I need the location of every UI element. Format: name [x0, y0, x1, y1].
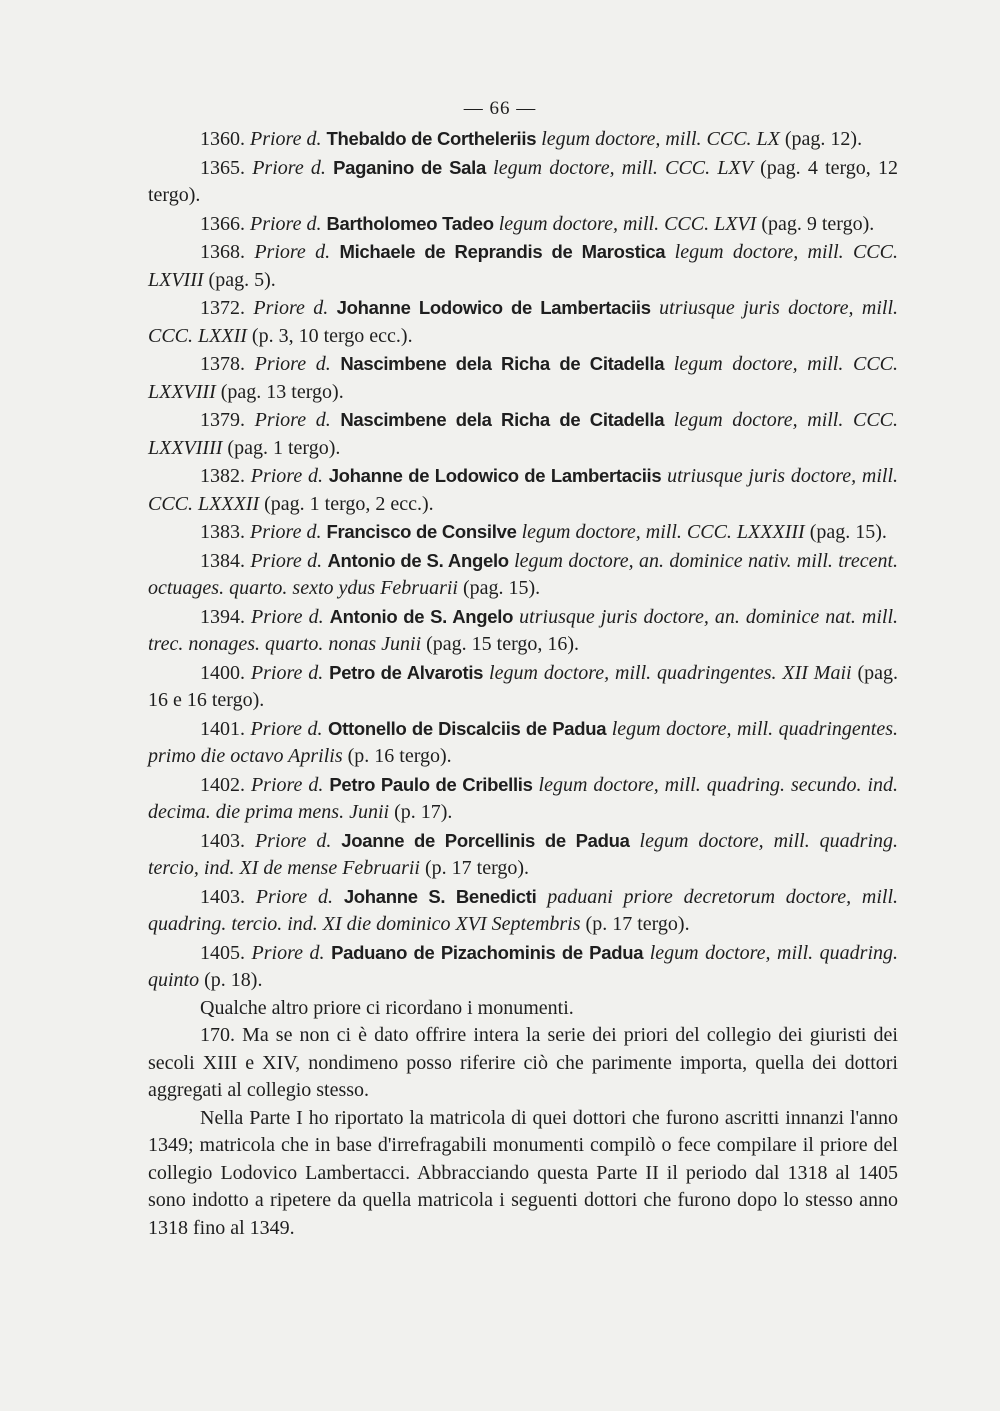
- page-number: — 66 —: [463, 98, 537, 119]
- entry-title: Priore d.: [254, 353, 331, 375]
- paragraph: 170. Ma se non ci è dato offrire intera la serie dei priori del collegio dei giuristi dei secoli XIII e XIV, nondimeno posso riferire ciò che parimente importa, quella dei dottori aggregati al collegio stesso.: [148, 1024, 898, 1101]
- entry-title: Priore d.: [250, 549, 323, 572]
- entry-year: 1382.: [200, 465, 245, 487]
- prior-entry: [148, 294, 898, 350]
- entry-text: legum doctore, mill. quadring. quinto: [148, 941, 898, 991]
- entry-name: Thebaldo de Cortheleriis: [326, 128, 537, 149]
- entry-ref: (pag. 5).: [203, 268, 276, 291]
- entry-text: legum doctore, mill. CCC. LXXVIIII: [148, 409, 898, 459]
- entry-text: utriusque juris doctore, an. dominice nat. mill. trec. nonages. quarto. nonas Junii: [148, 605, 899, 655]
- entry-title: Priore d.: [250, 128, 322, 150]
- entry-year: 1403.: [200, 829, 245, 852]
- entry-name: Johanne S. Benedicti: [343, 885, 537, 907]
- entry-text: utriusque juris doctore, mill. CCC. LXXII: [148, 297, 899, 347]
- entry-title: Priore d.: [251, 605, 324, 628]
- entry-name: Michaele de Reprandis de Marostica: [339, 241, 666, 262]
- entry-year: 1403.: [200, 885, 245, 908]
- entry-name: Johanne de Lodowico de Lambertaciis: [328, 465, 662, 486]
- entry-text: legum doctore, mill. quadringentes. primo die octavo Aprilis: [148, 717, 899, 767]
- entry-year: 1384.: [200, 549, 245, 572]
- entry-title: Priore d.: [254, 829, 332, 852]
- entry-year: 1368.: [200, 241, 245, 263]
- prior-entry: [148, 238, 898, 294]
- entry-year: 1402.: [200, 773, 245, 796]
- body-text: [148, 125, 898, 1242]
- entry-year: 1379.: [200, 409, 245, 431]
- entry-ref: (pag. 15 tergo, 16).: [421, 633, 580, 655]
- entry-title: Priore d.: [253, 297, 329, 319]
- prior-entry: [148, 125, 898, 154]
- entry-text: legum doctore, mill. quadring. secundo. ind. decima. die prima mens. Junii: [148, 773, 899, 823]
- entry-ref: (p. 3, 10 tergo ecc.).: [246, 324, 413, 347]
- entry-year: 1360.: [200, 128, 245, 150]
- prior-entry: [148, 827, 898, 883]
- prior-entry: [148, 715, 898, 771]
- entry-text: legum doctore, mill. CCC. LXV: [485, 156, 753, 179]
- entry-ref: (pag. 13 tergo).: [215, 380, 344, 403]
- entry-year: 1383.: [200, 521, 245, 543]
- entry-name: Joanne de Porcellinis de Padua: [341, 829, 630, 851]
- prior-entry: [148, 659, 898, 715]
- entry-ref: (p. 17 tergo).: [419, 857, 530, 879]
- prior-entry: [148, 154, 898, 210]
- entry-year: 1378.: [200, 353, 245, 375]
- entry-title: Priore d.: [250, 465, 323, 487]
- entry-title: Priore d.: [254, 241, 331, 263]
- priors-list: [148, 125, 898, 995]
- entry-ref: (pag. 1 tergo).: [222, 436, 341, 459]
- entry-name: Paduano de Pizachominis de Padua: [331, 941, 644, 963]
- entry-name: Nascimbene dela Richa de Citadella: [340, 353, 665, 374]
- prior-entry: [148, 350, 898, 406]
- entry-ref: (pag. 12).: [779, 128, 863, 150]
- prior-entry: [148, 518, 898, 547]
- entry-ref: (pag. 9 tergo).: [756, 212, 875, 235]
- entry-text: utriusque juris doctore, mill. CCC. LXXXII: [148, 465, 899, 515]
- entry-name: Francisco de Consilve: [326, 521, 517, 542]
- entry-ref: (pag. 15).: [457, 577, 541, 599]
- paragraph: Nella Parte I ho riportato la matricola di quei dottori che furono ascritti innanzi l'anno 1349; matricola che in base d'irrefragabili monumenti compilò o fece compilare il priore del collegio Lodovico Lambertacci. Abbracciando questa Parte II il periodo dal 1318 al 1405 sono indotto a ripetere da quella matricola i seguenti dottori che furono dopo lo stesso anno 1318 fino al 1349.: [148, 1106, 898, 1239]
- entry-year: 1394.: [200, 605, 245, 628]
- entry-title: Priore d.: [250, 521, 322, 543]
- entry-text: paduani priore decretorum doctore, mill. quadring. tercio. ind. XI die dominico XVI Septembris: [148, 885, 899, 935]
- entry-title: Priore d.: [252, 156, 326, 179]
- entry-text: legum doctore, mill. CCC. LXXXIII: [516, 521, 805, 543]
- entry-title: Priore d.: [254, 409, 331, 431]
- entry-name: Johanne Lodowico de Lambertaciis: [336, 297, 651, 318]
- paragraph: Qualche altro priore ci ricordano i monumenti.: [200, 996, 574, 1019]
- entry-year: 1405.: [200, 941, 245, 964]
- entry-year: 1401.: [200, 717, 245, 740]
- entry-ref: (pag. 16 e 16 tergo).: [148, 661, 899, 711]
- entry-text: legum doctore, an. dominice nativ. mill. trecent. octuages. quarto. sexto ydus Februarii: [148, 549, 899, 599]
- entry-name: Antonio de S. Angelo: [329, 605, 514, 627]
- entry-title: Priore d.: [250, 212, 322, 235]
- entry-title: Priore d.: [250, 661, 324, 684]
- prior-entry: [148, 547, 898, 603]
- entry-year: 1366.: [200, 212, 245, 235]
- entry-text: legum doctore, mill. CCC. LXXVIII: [148, 353, 898, 403]
- entry-ref: (pag. 4 tergo, 12 tergo).: [148, 156, 899, 206]
- prior-entry: [148, 210, 898, 239]
- entry-ref: (p. 18).: [199, 969, 263, 991]
- prior-entry: [148, 406, 898, 462]
- entry-name: Petro de Alvarotis: [329, 661, 484, 683]
- entry-name: Nascimbene dela Richa de Citadella: [340, 409, 665, 430]
- prior-entry: [148, 883, 898, 939]
- entry-title: Priore d.: [250, 773, 324, 796]
- entry-ref: (p. 16 tergo).: [342, 745, 452, 767]
- entry-ref: (pag. 1 tergo, 2 ecc.).: [259, 492, 434, 515]
- entry-year: 1372.: [200, 297, 245, 319]
- entry-name: Ottonello de Discalciis de Padua: [328, 717, 607, 739]
- entry-name: Antonio de S. Angelo: [327, 549, 509, 571]
- entry-title: Priore d.: [250, 717, 323, 740]
- entry-name: Bartholomeo Tadeo: [326, 212, 494, 234]
- prior-entry: [148, 462, 898, 518]
- entry-ref: (p. 17).: [389, 801, 453, 823]
- prior-entry: [148, 771, 898, 827]
- entry-text: legum doctore, mill. CCC. LXVI: [493, 212, 757, 235]
- prior-entry: [148, 603, 898, 659]
- entry-title: Priore d.: [251, 941, 325, 964]
- entry-text: legum doctore, mill. CCC. LXVIII: [148, 241, 898, 291]
- entry-text: legum doctore, mill. quadringentes. XII Maii: [483, 661, 852, 684]
- entry-ref: (p. 17 tergo).: [580, 913, 690, 935]
- entry-year: 1400.: [200, 661, 245, 684]
- entry-year: 1365.: [200, 156, 245, 179]
- entry-text: legum doctore, mill. CCC. LX: [536, 128, 780, 150]
- entry-title: Priore d.: [255, 885, 334, 908]
- prior-entry: [148, 939, 898, 995]
- entry-text: legum doctore, mill. quadring. tercio, ind. XI de mense Februarii: [148, 829, 898, 879]
- entry-ref: (pag. 15).: [804, 521, 887, 543]
- entry-name: Petro Paulo de Cribellis: [329, 773, 533, 795]
- entry-name: Paganino de Sala: [333, 156, 486, 178]
